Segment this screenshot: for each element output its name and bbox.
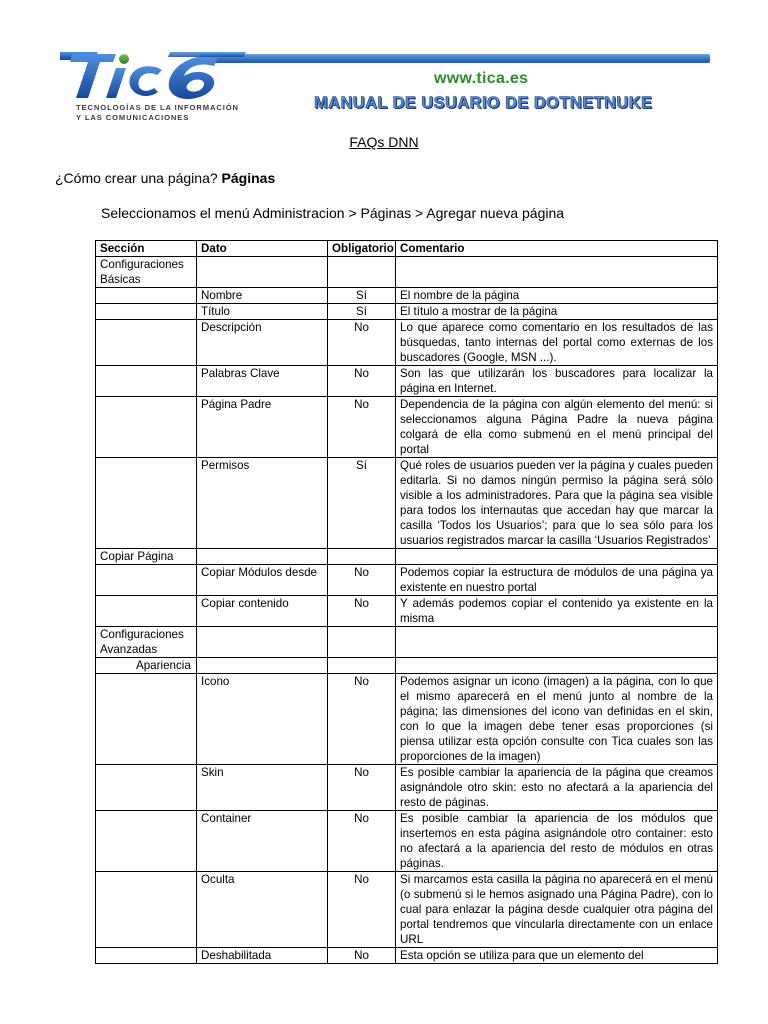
cell-comentario: Son las que utilizarán los buscadores para localizar la página en Internet. xyxy=(396,366,718,397)
section-heading xyxy=(55,170,275,186)
table-row xyxy=(96,320,718,366)
cell-comentario: Podemos copiar la estructura de módulos de una página ya existente en nuestro portal xyxy=(396,565,718,596)
tic6-logo-icon xyxy=(58,44,248,102)
cell-dato: Página Padre xyxy=(197,397,328,458)
cell-obligatorio: No xyxy=(328,948,396,964)
table-row xyxy=(96,397,718,458)
table-row xyxy=(96,765,718,811)
cell-seccion xyxy=(96,596,197,627)
cell-comentario: Es posible cambiar la apariencia de los módulos que insertemos en esta página asignándole otro container: esto no afectará a la apariencia del resto de módulos en otras páginas. xyxy=(396,811,718,872)
cell-dato: Icono xyxy=(197,674,328,765)
cell-obligatorio: No xyxy=(328,765,396,811)
cell-obligatorio xyxy=(328,627,396,658)
cell-obligatorio xyxy=(328,257,396,288)
table-body xyxy=(96,257,718,964)
cell-comentario xyxy=(396,627,718,658)
cell-comentario: Qué roles de usuarios pueden ver la página y cuales pueden editarla. Si no damos ningún permiso la página será sólo visible a los administradores. Para que la página sea visible para todos los internautas que accedan hay que marcar la casilla ‘Todos los Usuarios’; para que lo sea sólo para los usuarios registrados marcar la casilla ‘Usuarios Registrados’ xyxy=(396,458,718,549)
cell-obligatorio: No xyxy=(328,811,396,872)
cell-dato: Container xyxy=(197,811,328,872)
cell-dato: Permisos xyxy=(197,458,328,549)
cell-seccion xyxy=(96,765,197,811)
table-row xyxy=(96,304,718,320)
cell-comentario: El título a mostrar de la página xyxy=(396,304,718,320)
table-row xyxy=(96,811,718,872)
cell-dato: Copiar contenido xyxy=(197,596,328,627)
table-header-row xyxy=(96,241,718,257)
cell-seccion xyxy=(96,565,197,596)
cell-comentario xyxy=(396,257,718,288)
cell-obligatorio: No xyxy=(328,674,396,765)
table-row xyxy=(96,627,718,658)
cell-obligatorio: No xyxy=(328,596,396,627)
column-header-dato: Dato xyxy=(197,241,328,257)
cell-seccion xyxy=(96,872,197,948)
cell-comentario: Y además podemos copiar el contenido ya existente en la misma xyxy=(396,596,718,627)
section-heading-topic: Páginas xyxy=(221,170,276,186)
cell-dato: Nombre xyxy=(197,288,328,304)
table-row xyxy=(96,458,718,549)
site-url: www.tica.es xyxy=(434,70,529,87)
document-header xyxy=(0,0,768,130)
cell-dato xyxy=(197,257,328,288)
table-row xyxy=(96,366,718,397)
cell-dato: Descripción xyxy=(197,320,328,366)
table-row xyxy=(96,288,718,304)
table-row xyxy=(96,872,718,948)
cell-obligatorio: No xyxy=(328,366,396,397)
cell-seccion xyxy=(96,366,197,397)
cell-dato xyxy=(197,549,328,565)
cell-comentario xyxy=(396,658,718,674)
cell-seccion: Copiar Página xyxy=(96,549,197,565)
cell-comentario: Dependencia de la página con algún elemento del menú: si seleccionamos alguna Página Padre la nueva página colgará de ella como submenú en el menú principal del portal xyxy=(396,397,718,458)
cell-seccion xyxy=(96,811,197,872)
cell-comentario: El nombre de la página xyxy=(396,288,718,304)
intro-text: Seleccionamos el menú Administracion > Páginas > Agregar nueva página xyxy=(101,205,565,221)
cell-dato: Skin xyxy=(197,765,328,811)
cell-dato xyxy=(197,627,328,658)
cell-obligatorio: Sí xyxy=(328,458,396,549)
cell-obligatorio xyxy=(328,658,396,674)
cell-comentario: Esta opción se utiliza para que un elemento del xyxy=(396,948,718,964)
logo-tagline-line-2: Y LAS COMUNICACIONES xyxy=(76,113,190,122)
table-row xyxy=(96,658,718,674)
cell-obligatorio: No xyxy=(328,320,396,366)
cell-seccion: Configuraciones Avanzadas xyxy=(96,627,197,658)
cell-dato: Oculta xyxy=(197,872,328,948)
cell-seccion xyxy=(96,948,197,964)
fields-table xyxy=(95,240,718,964)
cell-dato: Copiar Módulos desde xyxy=(197,565,328,596)
cell-seccion: Configuraciones Básicas xyxy=(96,257,197,288)
table-row xyxy=(96,257,718,288)
cell-dato: Título xyxy=(197,304,328,320)
cell-comentario: Podemos asignar un icono (imagen) a la página, con lo que el mismo aparecerá en el menú junto al nombre de la página; las dimensiones del icono van definidas en el skin, con lo que la imagen debe tener esas proporciones (si piensa utilizar esta opción consulte con Tica cuales son las proporciones de la imagen) xyxy=(396,674,718,765)
cell-seccion xyxy=(96,674,197,765)
cell-obligatorio: Sí xyxy=(328,304,396,320)
cell-dato xyxy=(197,658,328,674)
page-title: FAQs DNN xyxy=(349,134,419,150)
cell-seccion xyxy=(96,397,197,458)
cell-comentario: Es posible cambiar la apariencia de la página que creamos asignándole otro skin: esto no afectará a la apariencia del resto de páginas. xyxy=(396,765,718,811)
cell-obligatorio: Sí xyxy=(328,288,396,304)
cell-obligatorio: No xyxy=(328,872,396,948)
cell-seccion: Apariencia xyxy=(96,658,197,674)
logo-tagline-line-1: TECNOLOGÍAS DE LA INFORMACIÓN xyxy=(76,103,239,112)
cell-seccion xyxy=(96,288,197,304)
cell-obligatorio: No xyxy=(328,565,396,596)
cell-seccion xyxy=(96,320,197,366)
table-row xyxy=(96,549,718,565)
logo-tagline xyxy=(76,103,239,123)
column-header-comentario: Comentario xyxy=(396,241,718,257)
cell-obligatorio xyxy=(328,549,396,565)
table-row xyxy=(96,674,718,765)
cell-comentario: Si marcamos esta casilla la página no aparecerá en el menú (o submenú si le hemos asignado una Página Padre), con lo cual para enlazar la página desde cualquier otra página del portal tendremos que vincularla directamente con un enlace URL xyxy=(396,872,718,948)
manual-title: MANUAL DE USUARIO DE DOTNETNUKE xyxy=(314,94,653,112)
table-row xyxy=(96,948,718,964)
cell-dato: Palabras Clave xyxy=(197,366,328,397)
section-heading-question: ¿Cómo crear una página? xyxy=(55,170,222,186)
column-header-obligatorio: Obligatorio xyxy=(328,241,396,257)
header-rule xyxy=(200,54,710,63)
cell-seccion xyxy=(96,458,197,549)
column-header-seccion: Sección xyxy=(96,241,197,257)
cell-dato: Deshabilitada xyxy=(197,948,328,964)
cell-seccion xyxy=(96,304,197,320)
table-row xyxy=(96,596,718,627)
table-row xyxy=(96,565,718,596)
cell-comentario: Lo que aparece como comentario en los resultados de las búsquedas, tanto internas del portal como externas de los buscadores (Google, MSN ...). xyxy=(396,320,718,366)
cell-obligatorio: No xyxy=(328,397,396,458)
cell-comentario xyxy=(396,549,718,565)
